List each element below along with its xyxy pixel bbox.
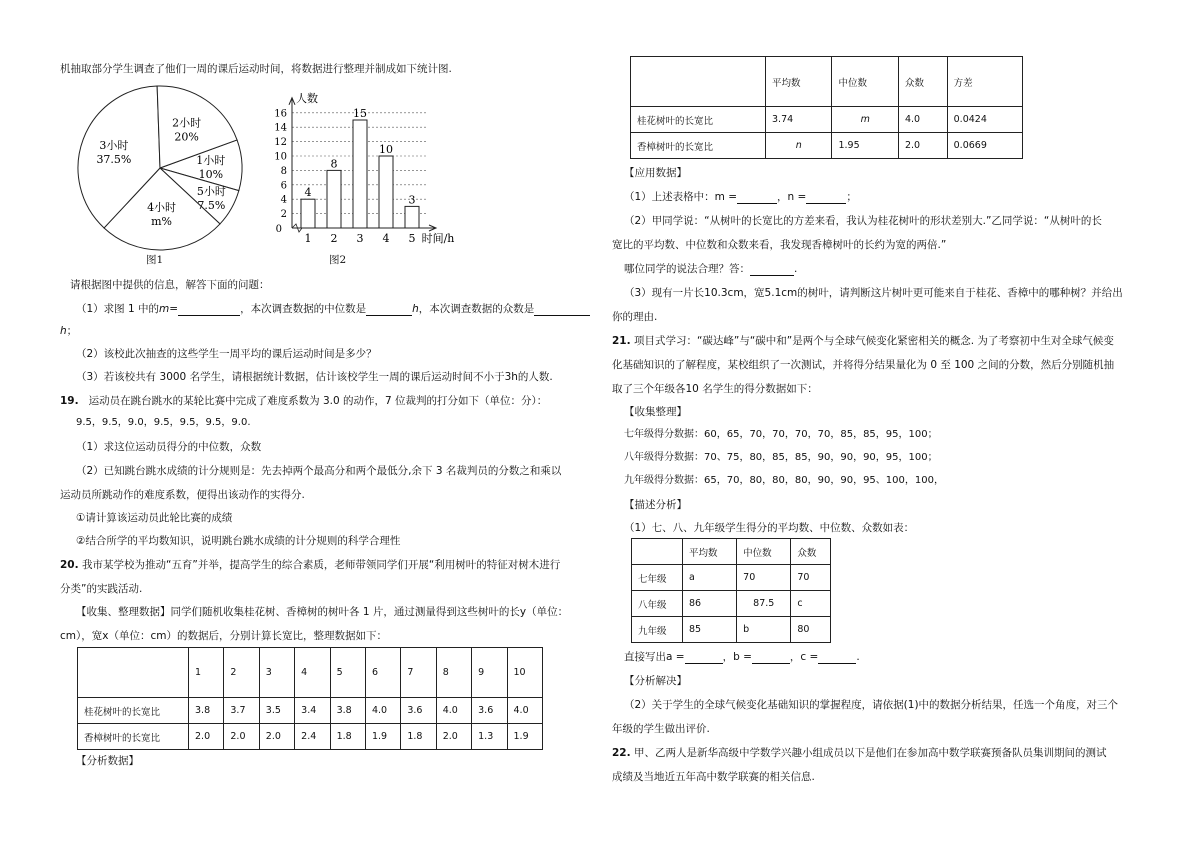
table-row: 八年级 86 87.5 c — [632, 591, 831, 617]
grade8-scores: 八年级得分数据：70、75，80，85，85，90，90，90，95，100； — [624, 452, 938, 463]
y-tick-label: 12 — [274, 137, 287, 149]
x-tick-label: 3 — [356, 232, 364, 245]
collect-heading: 【收集整理】 — [624, 406, 687, 418]
bar-chart — [262, 88, 472, 248]
table-row: 平均数 中位数 众数 方差 — [631, 57, 1023, 107]
apply-heading: 【应用数据】 — [624, 167, 687, 179]
pie-slice-label: 3小时 — [99, 138, 129, 152]
pie-slice-percent: 10% — [198, 168, 224, 182]
pie-slice-percent: 7.5% — [197, 199, 226, 213]
pie-slice-percent: m% — [151, 215, 173, 229]
y-tick-label: 2 — [280, 209, 287, 221]
problem-19-q2: （2）已知跳台跳水成绩的计分规则是：先去掉两个最高分和两个最低分,余下 3 名裁判员的分数之和乘以 — [76, 465, 562, 477]
problem-20-cont: 分类”的实践活动. — [60, 583, 143, 595]
y-axis-title: 人数 — [296, 92, 318, 105]
question-1-cont: h； — [60, 325, 78, 337]
bar — [327, 170, 341, 228]
x-tick-label: 4 — [382, 232, 390, 245]
grade9-scores: 九年级得分数据：65，70，80，80，80，90，90，95、100，100， — [624, 475, 944, 486]
pie-chart — [70, 78, 250, 258]
problem-21-cont1: 化基础知识的了解程度，某校组织了一次测试，并将得分结果量化为 0 至 100 之间的分数，然后分别随机抽 — [612, 359, 1115, 371]
y-tick-label: 6 — [280, 180, 287, 192]
bar-value-label: 15 — [353, 107, 367, 120]
table-row: 香樟树叶的长宽比 n 1.95 2.0 0.0669 — [631, 133, 1023, 159]
problem-20-collect: 【收集、整理数据】同学们随机收集桂花树、香樟树的树叶各 1 片，通过测量得到这些树叶的长y（单位： — [76, 606, 569, 618]
y-tick-label: 4 — [280, 194, 287, 206]
solve-heading: 【分析解决】 — [624, 675, 687, 687]
problem-20-collect-cont: cm），宽x（单位：cm）的数据后，分别计算长宽比，整理数据如下： — [60, 630, 387, 642]
problem-19-c1: ①请计算该运动员此轮比赛的成绩 — [76, 512, 233, 524]
describe-q1: （1）七、八、九年级学生得分的平均数、中位数、众数如表： — [624, 522, 915, 534]
analysis-heading: 【分析数据】 — [76, 755, 139, 767]
bar — [379, 156, 393, 228]
pie-slice-label: 1小时 — [196, 154, 226, 168]
problem-19-c2: ②结合所学的平均数知识，说明跳台跳水成绩的计分规则的科学合理性 — [76, 535, 401, 547]
table-row: 七年级 a 70 70 — [632, 565, 831, 591]
y-tick-label: 10 — [274, 151, 287, 163]
table-row: 桂花树叶的长宽比 3.8 3.7 3.5 3.4 3.8 4.0 3.6 4.0 3.6 4.0 — [78, 698, 543, 724]
bar — [405, 206, 419, 228]
bar — [301, 199, 315, 228]
problem-22-cont: 成绩及当地近五年高中数学联赛的相关信息. — [612, 771, 815, 783]
bar-value-label: 3 — [408, 193, 416, 207]
y-tick-label: 16 — [274, 108, 287, 120]
apply-q2: （2）甲同学说：“从树叶的长宽比的方差来看，我认为桂花树叶的形状差别大.”乙同学说：“从树叶的长 — [624, 215, 1102, 227]
table-row: 1 2 3 4 5 6 7 8 9 10 — [78, 648, 543, 698]
problem-19-scores: 9.5，9.5，9.0，9.5，9.5，9.5，9.0. — [76, 417, 251, 428]
apply-q1: （1）上述表格中：m = ，n = ； — [624, 191, 857, 203]
problem-20: 20. 我市某学校为推动“五育”并举，提高学生的综合素质，老师带领同学们开展“利用树叶的特征对树木进行 — [60, 559, 561, 571]
pie-slice-percent: 20% — [174, 130, 199, 144]
grade-stats-table — [631, 538, 831, 643]
pie-slice-label: 2小时 — [172, 116, 202, 130]
origin-label: 0 — [275, 224, 282, 235]
x-axis-title: 时间/h — [421, 232, 455, 245]
table-row: 桂花树叶的长宽比 3.74 m 4.0 0.0424 — [631, 107, 1023, 133]
question-2: （2）该校此次抽查的这些学生一周平均的课后运动时间是多少？ — [76, 348, 377, 360]
problem-19-q2-cont: 运动员所跳动作的难度系数，便得出该动作的实得分. — [60, 489, 305, 501]
solve-q2: （2）关于学生的全球气候变化基础知识的掌握程度，请依据(1)中的数据分析结果，任选一个角度，对三个 — [624, 699, 1119, 711]
pie-slice-label: 4小时 — [147, 201, 177, 215]
grade7-scores: 七年级得分数据：60，65，70，70，70，70，85，85，95，100； — [624, 429, 938, 440]
table-row: 九年级 85 b 80 — [632, 617, 831, 643]
intro-text: 机抽取部分学生调查了他们一周的课后运动时间，将数据进行整理并制成如下统计图. — [60, 63, 452, 75]
pie-slice-percent: 37.5% — [96, 152, 132, 166]
apply-q3: （3）现有一片长10.3cm，宽5.1cm的树叶，请判断这片树叶更可能来自于桂花、香樟中的哪种树？并给出 — [624, 287, 1123, 299]
question-1: （1）求图 1 中的m= ，本次调查数据的中位数是 h，本次调查数据的众数是 — [76, 302, 590, 316]
y-tick-label: 14 — [274, 122, 287, 134]
pie-slice-label: 5小时 — [196, 185, 226, 199]
bar-value-label: 8 — [330, 157, 338, 171]
question-3: （3）若该校共有 3000 名学生，请根据统计数据，估计该校学生一周的课后运动时间不小于3h的人数. — [76, 371, 553, 383]
bar-value-label: 10 — [379, 143, 393, 156]
problem-19: 19. 运动员在跳台跳水的某轮比赛中完成了难度系数为 3.0 的动作，7 位裁判的打分如下（单位：分）： — [60, 395, 548, 407]
direct-write: 直接写出a = ，b = ，c = . — [624, 651, 860, 663]
leaf-ratio-table — [77, 647, 543, 750]
problem-21: 21. 项目式学习：“碳达峰”与“碳中和”是两个与全球气候变化紧密相关的概念. 为了考察初中生对全球气候变 — [612, 335, 1114, 347]
x-tick-label: 2 — [330, 232, 338, 245]
problem-22: 22. 甲、乙两人是新华高级中学数学兴趣小组成员以下是他们在参加高中数学联赛预备队员集训期间的测试 — [612, 747, 1107, 759]
bar — [353, 120, 367, 228]
apply-q3-cont: 你的理由. — [612, 311, 658, 323]
x-tick-label: 1 — [304, 232, 312, 245]
table-row: 平均数 中位数 众数 — [632, 539, 831, 565]
apply-q2-answer: 哪位同学的说法合理？答： . — [624, 263, 798, 275]
question-intro: 请根据图中提供的信息，解答下面的问题： — [70, 279, 270, 291]
solve-q2-cont: 年级的学生做出评价. — [612, 723, 710, 735]
problem-21-cont2: 取了三个年级各10 名学生的得分数据如下： — [612, 383, 818, 395]
apply-q2-cont: 宽比的平均数、中位数和众数来看，我发现香樟树叶的长约为宽的两倍.” — [612, 239, 947, 251]
x-tick-label: 5 — [408, 232, 416, 245]
table-row: 香樟树叶的长宽比 2.0 2.0 2.0 2.4 1.8 1.9 1.8 2.0 1.3 1.9 — [78, 724, 543, 750]
fig2-caption: 图2 — [329, 254, 347, 266]
problem-19-q1: （1）求这位运动员得分的中位数，众数 — [76, 441, 262, 453]
fig1-caption: 图1 — [146, 254, 164, 266]
stats-table — [630, 56, 1023, 159]
bar-value-label: 4 — [304, 186, 312, 200]
describe-heading: 【描述分析】 — [624, 499, 687, 511]
y-tick-label: 8 — [280, 165, 287, 177]
